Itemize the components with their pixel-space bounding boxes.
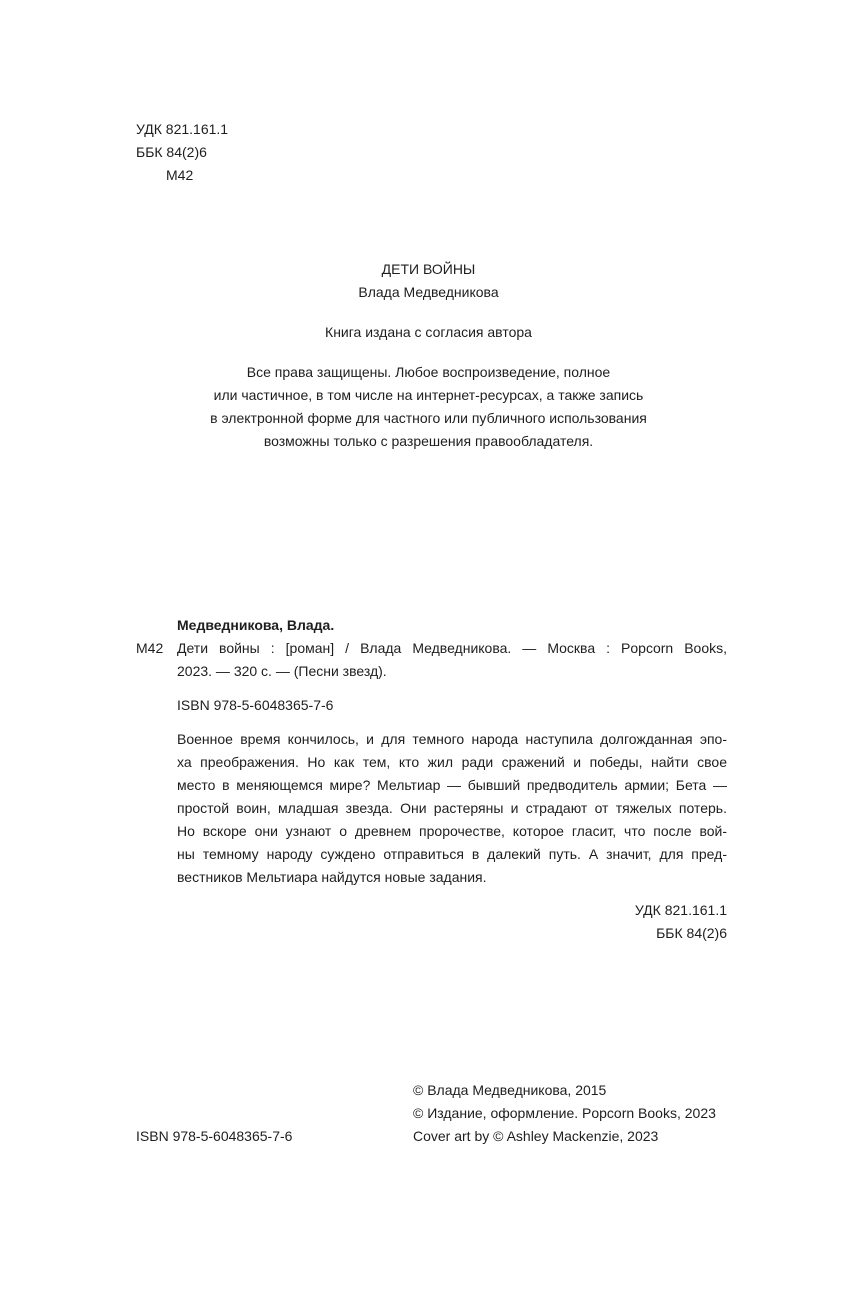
rights-line: или частичное, в том числе на интернет-ресурсах, а также запись bbox=[213, 387, 644, 403]
copyright-line: Cover art by © Ashley Mackenzie, 2023 bbox=[413, 1128, 659, 1144]
copyright-line: © Издание, оформление. Popcorn Books, 2023 bbox=[413, 1105, 716, 1121]
card-annotation bbox=[177, 728, 727, 889]
card-bbk-code: ББК 84(2)6 bbox=[656, 925, 727, 941]
annotation-line: вестников Мельтиара найдутся новые задания. bbox=[177, 869, 487, 885]
rights-line: Все права защищены. Любое воспроизведение, полное bbox=[246, 364, 611, 380]
title-block bbox=[0, 258, 857, 344]
annotation-line: Но вскоре они узнают о древнем пророчестве, которое гласит, что после вой- bbox=[177, 823, 727, 839]
isbn-bottom: ISBN 978-5-6048365-7-6 bbox=[136, 1128, 293, 1144]
annotation-line: Военное время кончилось, и для темного народа наступила долгожданная эпо- bbox=[177, 731, 727, 747]
rights-line: в электронной форме для частного или публичного использования bbox=[210, 410, 647, 426]
card-codes bbox=[177, 899, 727, 945]
card-isbn: ISBN 978-5-6048365-7-6 bbox=[177, 697, 334, 713]
top-classification-codes bbox=[136, 118, 228, 187]
consent-note: Книга издана с согласия автора bbox=[325, 324, 532, 340]
annotation-line: ха преображения. Но как тем, кто жил ради сражений и победы, найти свое bbox=[177, 754, 727, 770]
book-title: ДЕТИ ВОЙНЫ bbox=[381, 261, 476, 277]
annotation-line: простой воин, младшая звезда. Они растеряны и страдают от тяжелых потерь. bbox=[177, 800, 727, 816]
annotation-line: ны темному народу суждено отправиться в далекий путь. А значит, для пред- bbox=[177, 846, 727, 862]
card-description-line: 2023. — 320 с. — (Песни звезд). bbox=[177, 663, 387, 679]
card-description-line: Дети войны : [роман] / Влада Медведникова. — Москва : Popcorn Books, bbox=[177, 640, 727, 656]
catalog-card bbox=[136, 614, 728, 945]
card-udk-code: УДК 821.161.1 bbox=[634, 902, 727, 918]
udk-code: УДК 821.161.1 bbox=[136, 121, 229, 137]
rights-line: возможны только с разрешения правообладателя. bbox=[263, 433, 594, 449]
author-mark: М42 bbox=[166, 167, 194, 183]
bbk-code: ББК 84(2)6 bbox=[136, 144, 207, 160]
annotation-line: место в меняющемся мире? Мельтиар — бывший предводитель армии; Бета — bbox=[177, 777, 727, 793]
copyright-line: © Влада Медведникова, 2015 bbox=[413, 1082, 607, 1098]
copyright-block bbox=[413, 1079, 716, 1148]
card-author-heading: Медведникова, Влада. bbox=[177, 617, 335, 633]
book-author: Влада Медведникова bbox=[358, 284, 499, 300]
card-author-mark: М42 bbox=[136, 640, 164, 656]
rights-notice bbox=[0, 361, 857, 453]
